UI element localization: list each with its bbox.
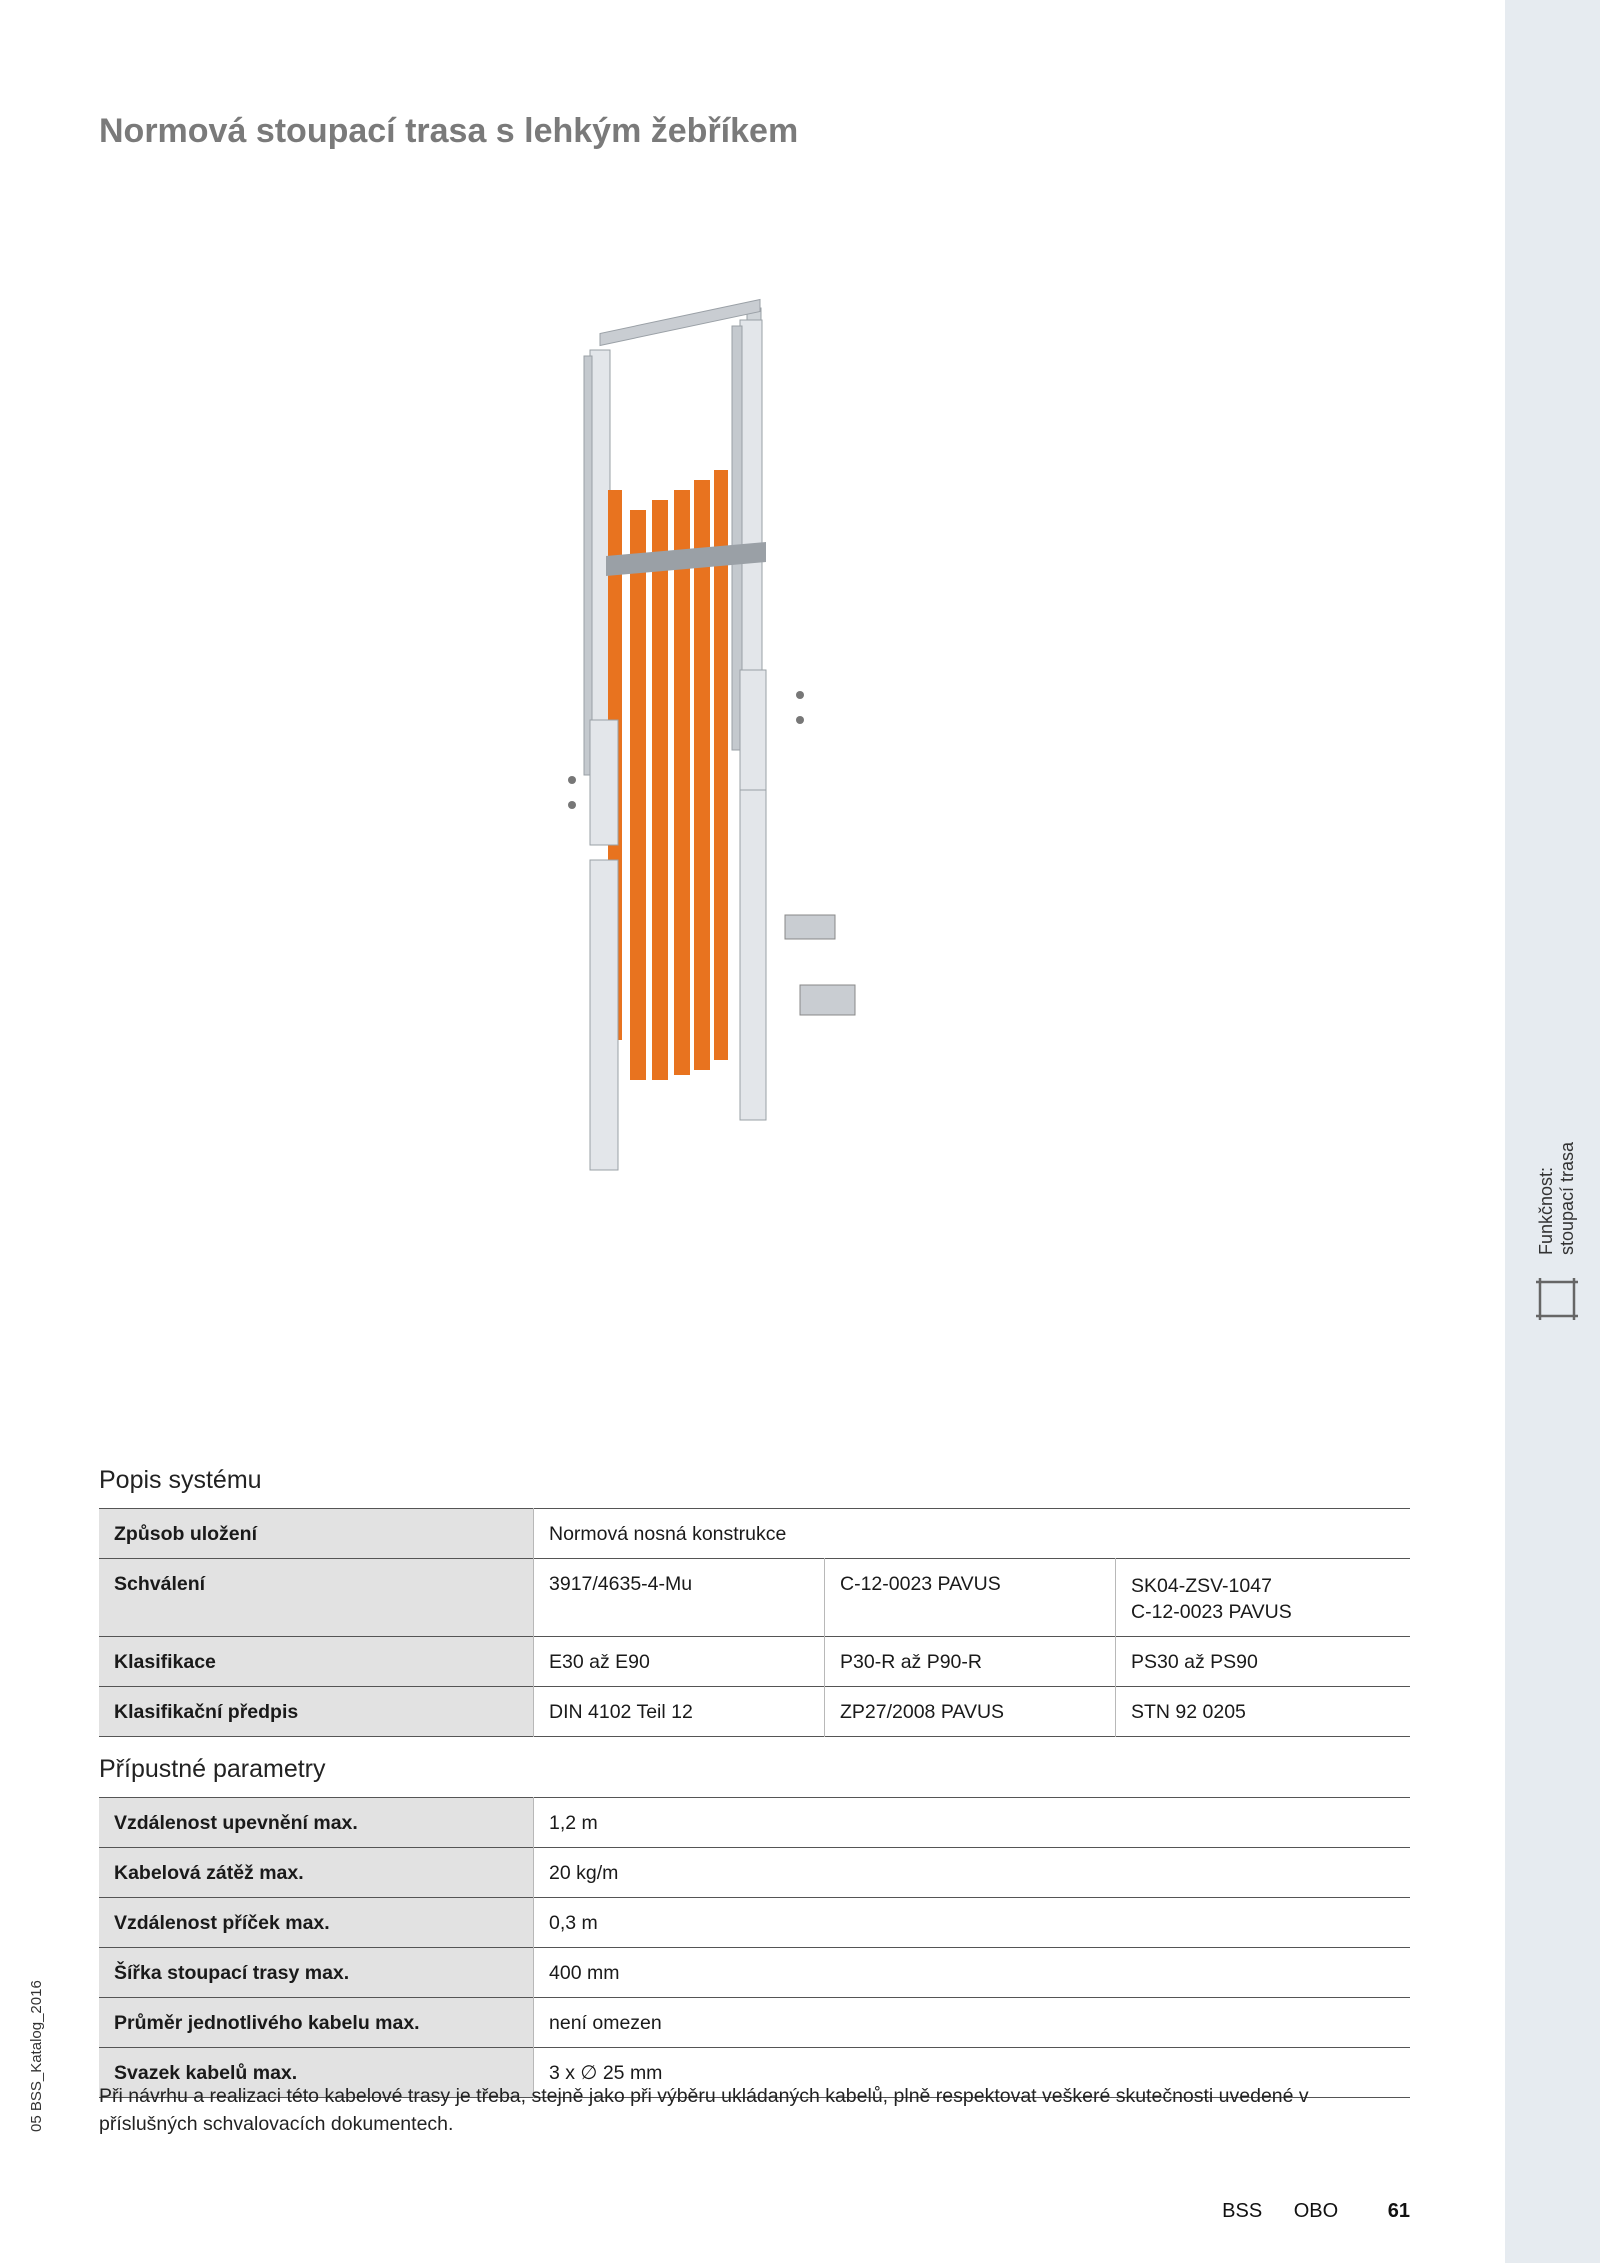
row-value-line: SK04-ZSV-1047 (1131, 1575, 1272, 1597)
params-section-title: Přípustné parametry (99, 1755, 326, 1783)
row-label: Kabelová zátěž max. (99, 1848, 534, 1898)
sidebar-panel (1505, 0, 1600, 2263)
table-row (99, 1637, 1410, 1687)
footer-brand-bss: BSS (1222, 2200, 1263, 2222)
row-value: 0,3 m (534, 1898, 1411, 1948)
row-value: E30 až E90 (534, 1637, 825, 1687)
table-row (99, 1559, 1410, 1637)
sidebar-label-line2: stoupací trasa (1557, 1141, 1577, 1255)
row-label: Klasifikační předpis (99, 1687, 534, 1737)
row-value-line: C-12-0023 PAVUS (1131, 1601, 1292, 1623)
system-table (99, 1508, 1410, 1737)
table-row (99, 1848, 1410, 1898)
footer-brand-obo: OBO (1293, 2200, 1339, 2222)
row-label: Průměr jednotlivého kabelu max. (99, 1998, 534, 2048)
row-value: 400 mm (534, 1948, 1411, 1998)
sidebar-section-label (1536, 1142, 1578, 1255)
row-label: Šířka stoupací trasy max. (99, 1948, 534, 1998)
row-value: 20 kg/m (534, 1848, 1411, 1898)
row-label: Vzdálenost příček max. (99, 1898, 534, 1948)
page-title: Normová stoupací trasa s lehkým žebříkem (99, 112, 799, 150)
table-row (99, 1948, 1410, 1998)
row-value: 3 x ∅ 25 mm (534, 2048, 1411, 2098)
row-label: Schválení (99, 1559, 534, 1637)
row-value: 1,2 m (534, 1798, 1411, 1848)
row-value: není omezen (534, 1998, 1411, 2048)
row-value: C-12-0023 PAVUS (825, 1559, 1116, 1637)
row-value: STN 92 0205 (1116, 1687, 1411, 1737)
sidebar-label-line1: Funkčnost: (1536, 1166, 1556, 1255)
row-label: Klasifikace (99, 1637, 534, 1687)
ladder-icon (1534, 1276, 1580, 1322)
row-value: PS30 až PS90 (1116, 1637, 1411, 1687)
row-value: 3917/4635-4-Mu (534, 1559, 825, 1637)
table-row (99, 1798, 1410, 1848)
catalog-reference: 05 BSS_Katalog_2016 (28, 1980, 45, 2132)
table-row (99, 1509, 1410, 1559)
row-value: ZP27/2008 PAVUS (825, 1687, 1116, 1737)
table-row (99, 1898, 1410, 1948)
page-number: 61 (1387, 2200, 1410, 2222)
row-value: DIN 4102 Teil 12 (534, 1687, 825, 1737)
row-value-multiline (1116, 1559, 1411, 1637)
params-table (99, 1797, 1410, 2098)
page-footer (1196, 2200, 1410, 2223)
table-row (99, 1998, 1410, 2048)
row-value: Normová nosná konstrukce (534, 1509, 1411, 1559)
cable-riser-illustration (560, 290, 940, 1190)
table-row (99, 1687, 1410, 1737)
usage-note: Při návrhu a realizaci této kabelové trasy je třeba, stejně jako při výběru ukládaných kabelů, plně respektovat veškeré skutečnosti uvedené v příslušných schvalovacích dokumentech. (99, 2085, 1309, 2135)
row-label: Vzdálenost upevnění max. (99, 1798, 534, 1848)
row-label: Svazek kabelů max. (99, 2048, 534, 2098)
system-section-title: Popis systému (99, 1466, 262, 1494)
row-value: P30-R až P90-R (825, 1637, 1116, 1687)
row-label: Způsob uložení (99, 1509, 534, 1559)
